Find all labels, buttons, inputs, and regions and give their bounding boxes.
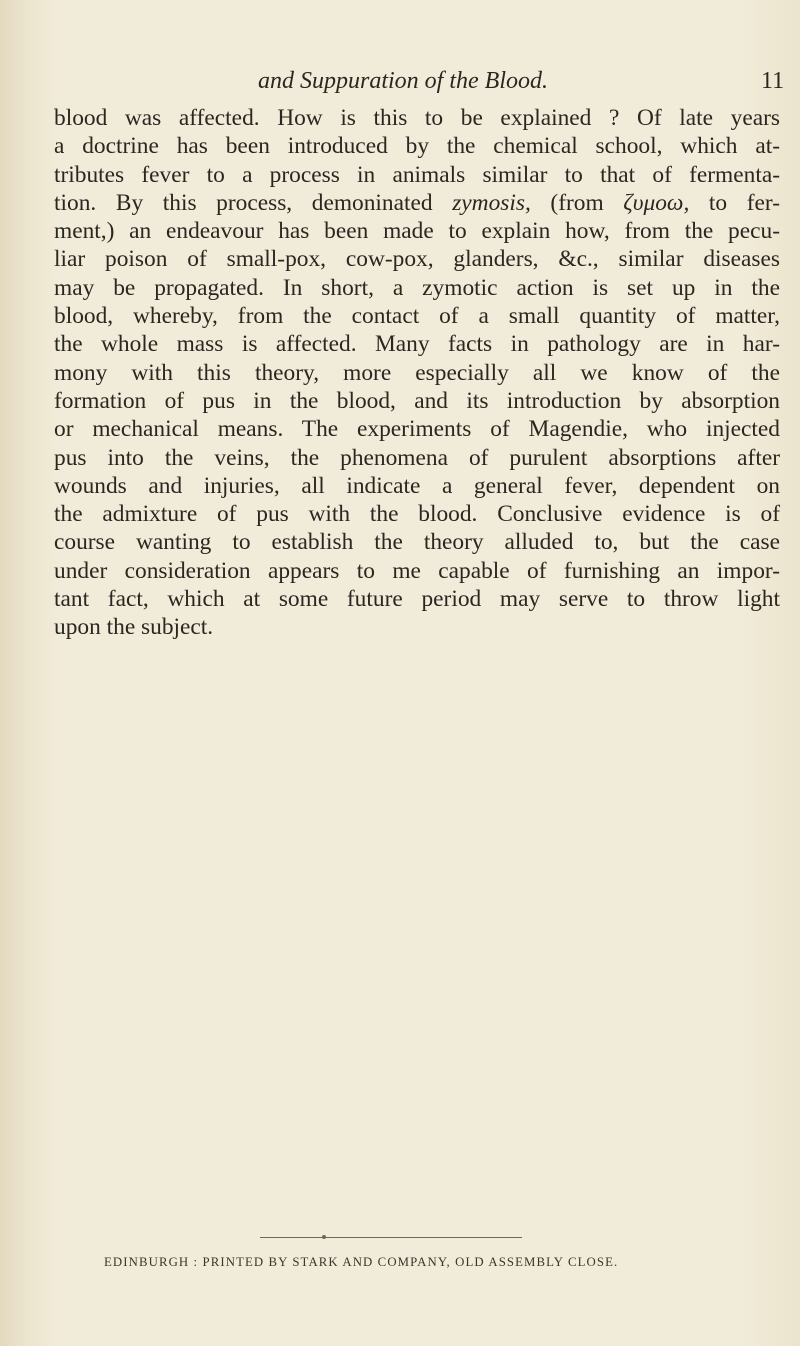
greek-term: ζυμοω,: [623, 189, 690, 216]
page-number: 11: [761, 68, 785, 94]
text-line-9: the whole mass is affected. Many facts in pathology are in har-: [54, 331, 780, 358]
text-line-4-middle: (from: [530, 189, 624, 216]
term-zymosis: zymosis,: [452, 189, 531, 216]
page-header: [258, 66, 785, 96]
text-line-7: may be propagated. In short, a zymotic action is set up in the: [54, 274, 780, 301]
text-line-14: wounds and injuries, all indicate a general fever, dependent on: [54, 472, 780, 499]
text-line-4: [54, 189, 780, 217]
printer-imprint: EDINBURGH : PRINTED BY STARK AND COMPANY, OLD ASSEMBLY CLOSE.: [104, 1255, 619, 1269]
text-line-15: the admixture of pus with the blood. Conclusive evidence is of: [54, 501, 780, 528]
footer-rule: [260, 1237, 522, 1238]
text-line-10: mony with this theory, more especially all we know of the: [54, 359, 780, 386]
text-line-6: liar poison of small-pox, cow-pox, glanders, &c., similar diseases: [54, 246, 780, 273]
text-line-4-end: to fer-: [689, 189, 781, 216]
text-line-3: tributes fever to a process in animals similar to that of fermenta-: [54, 161, 780, 188]
text-line-8: blood, whereby, from the contact of a small quantity of matter,: [54, 303, 780, 330]
text-line-13: pus into the veins, the phenomena of purulent absorptions after: [54, 444, 780, 471]
text-line-5: ment,) an endeavour has been made to explain how, from the pecu-: [54, 218, 780, 245]
text-line-11: formation of pus in the blood, and its introduction by absorption: [54, 387, 780, 414]
text-line-16: course wanting to establish the theory alluded to, but the case: [54, 529, 780, 556]
running-head: and Suppuration of the Blood.: [258, 68, 548, 94]
text-line-18: tant fact, which at some future period may serve to throw light: [54, 586, 780, 613]
text-line-17: under consideration appears to me capable of furnishing an impor-: [54, 557, 780, 584]
text-line-4-start: tion. By this process, demoninated: [54, 189, 453, 216]
text-line-12: or mechanical means. The experiments of Magendie, who injected: [54, 416, 780, 443]
text-line-19: upon the subject.: [54, 614, 214, 641]
text-line-2: a doctrine has been introduced by the chemical school, which at-: [54, 133, 780, 160]
text-line-1: blood was affected. How is this to be explained ? Of late years: [54, 105, 780, 131]
footer-rule-ornament: [322, 1235, 326, 1239]
body-paragraph: [54, 104, 780, 642]
